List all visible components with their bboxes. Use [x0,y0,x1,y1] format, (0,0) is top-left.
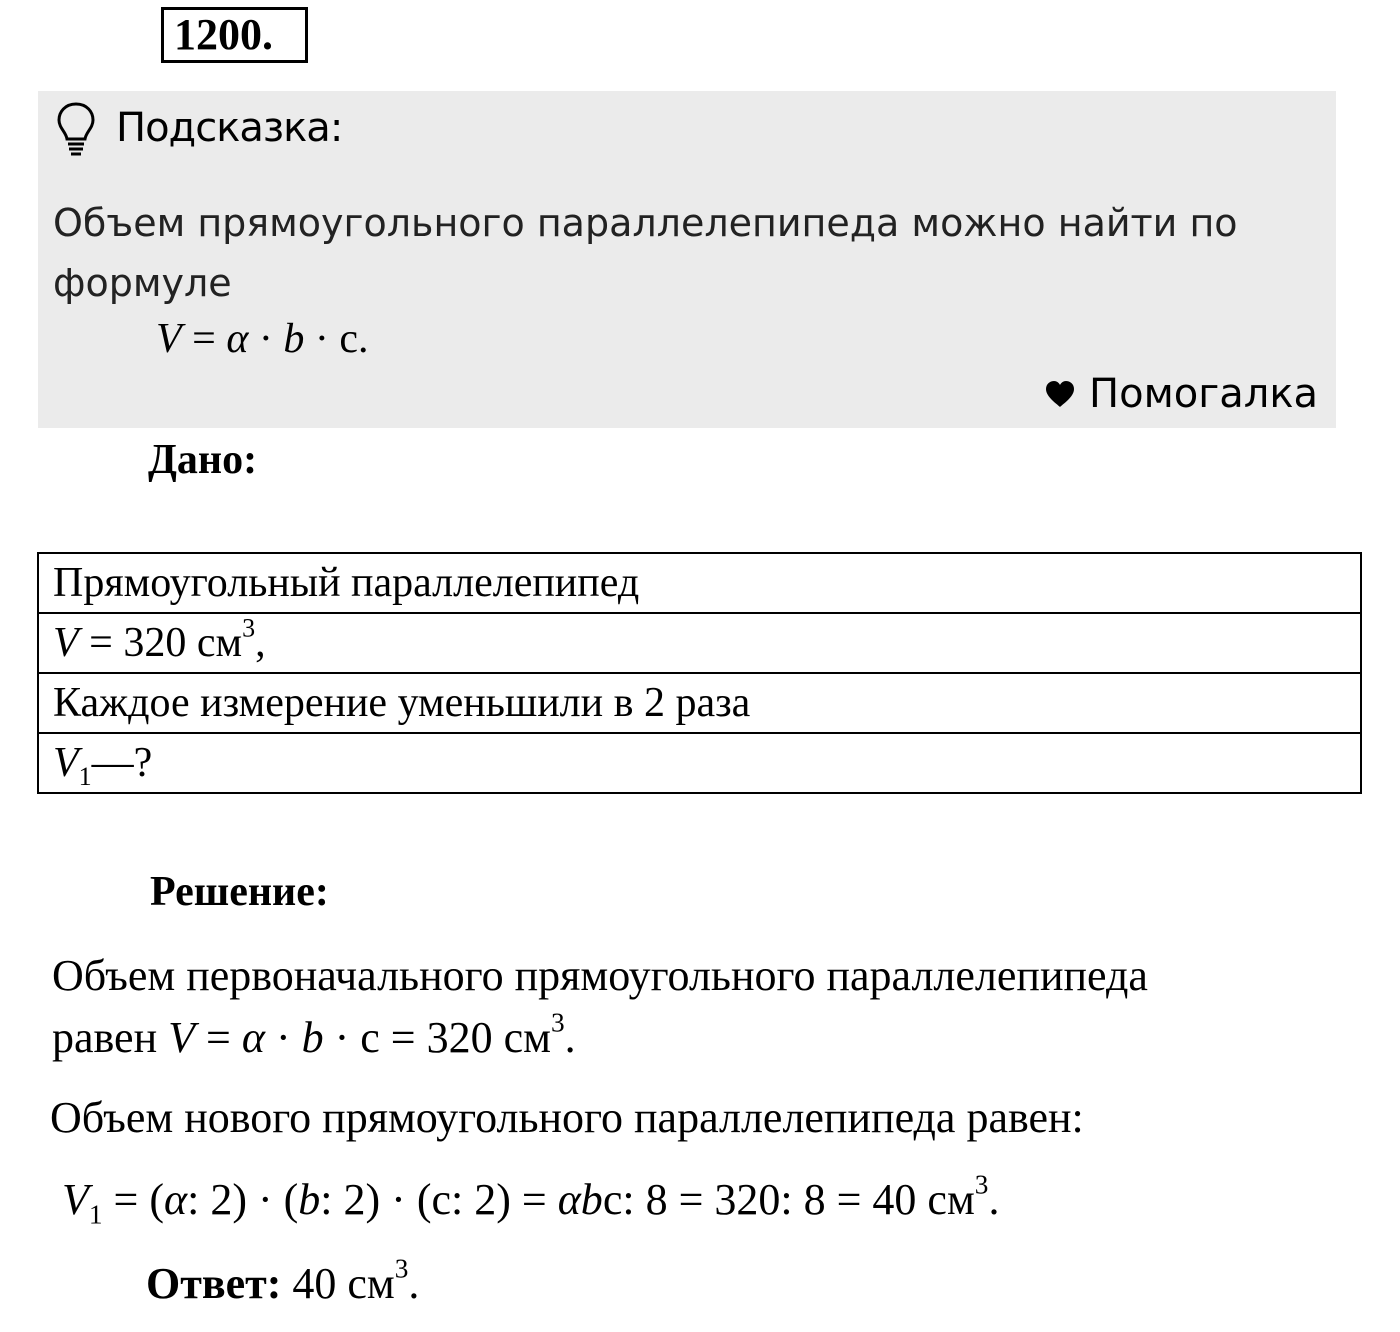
var-v1: V [53,740,79,786]
var-a: α [164,1175,188,1224]
part: с: 8 = 320: 8 = 40 см [602,1175,975,1224]
solution-line-2 [52,1007,576,1063]
var-a: α [241,1013,265,1062]
subscript: 1 [78,762,92,792]
given-cell [38,613,1361,673]
formula-var-c: с. [339,316,369,362]
formula-dot: · [304,316,340,362]
lightbulb-icon [56,101,96,159]
rest: · с = 320 см [323,1013,551,1062]
given-title: Дано: [148,437,258,483]
subscript: 1 [88,1199,103,1230]
formula-eq: = [181,316,227,362]
punct: . [408,1259,420,1308]
var-v: V [168,1013,196,1062]
hint-title: Подсказка: [116,105,343,151]
table-row [38,733,1361,793]
value: = 320 см [78,620,243,666]
formula-dot: · [248,316,284,362]
punct: . [564,1013,576,1062]
given-table [37,552,1362,794]
var-v: V [53,620,79,666]
hint-box [38,91,1336,428]
hint-text: Объем прямоугольного параллелепипеда можно найти по формуле [53,201,1238,305]
solution-line-4 [62,1169,1000,1230]
formula-var-b: b [283,316,305,362]
var-ab: αb [557,1175,603,1224]
text: равен [52,1013,169,1062]
table-row [38,673,1361,733]
given-cell [38,733,1361,793]
punct: , [255,620,266,666]
task-number: 1200. [161,7,308,63]
part: : 2) · (с: 2) = [320,1175,558,1224]
eq: = [195,1013,242,1062]
answer-value: 40 см [281,1259,395,1308]
table-row [38,553,1361,613]
var-b: b [301,1013,324,1062]
answer-label: Ответ: [146,1259,282,1308]
exponent: 3 [974,1169,989,1200]
helper-label: Помогалка [1089,371,1318,417]
exponent: 3 [394,1253,409,1284]
part: = ( [102,1175,164,1224]
exponent: 3 [550,1007,565,1038]
hint-formula [156,315,369,363]
question: —? [91,740,153,786]
heart-icon [1045,380,1075,408]
solution-title: Решение: [150,869,329,915]
helper-link[interactable] [1045,371,1318,417]
exponent: 3 [242,613,256,643]
dot: · [264,1013,302,1062]
part: : 2) · ( [187,1175,299,1224]
solution-line-3: Объем нового прямоугольного параллелепипеда равен: [50,1093,1084,1142]
var-v1: V [62,1175,89,1224]
formula-var-a: α [226,316,249,362]
given-cell: Каждое измерение уменьшили в 2 раза [38,673,1361,733]
punct: . [988,1175,1000,1224]
table-row [38,613,1361,673]
given-cell: Прямоугольный параллелепипед [38,553,1361,613]
solution-line-1: Объем первоначального прямоугольного параллелепипеда [52,951,1148,1000]
var-b: b [298,1175,321,1224]
answer-line [146,1253,420,1309]
formula-var-v: V [156,316,182,362]
